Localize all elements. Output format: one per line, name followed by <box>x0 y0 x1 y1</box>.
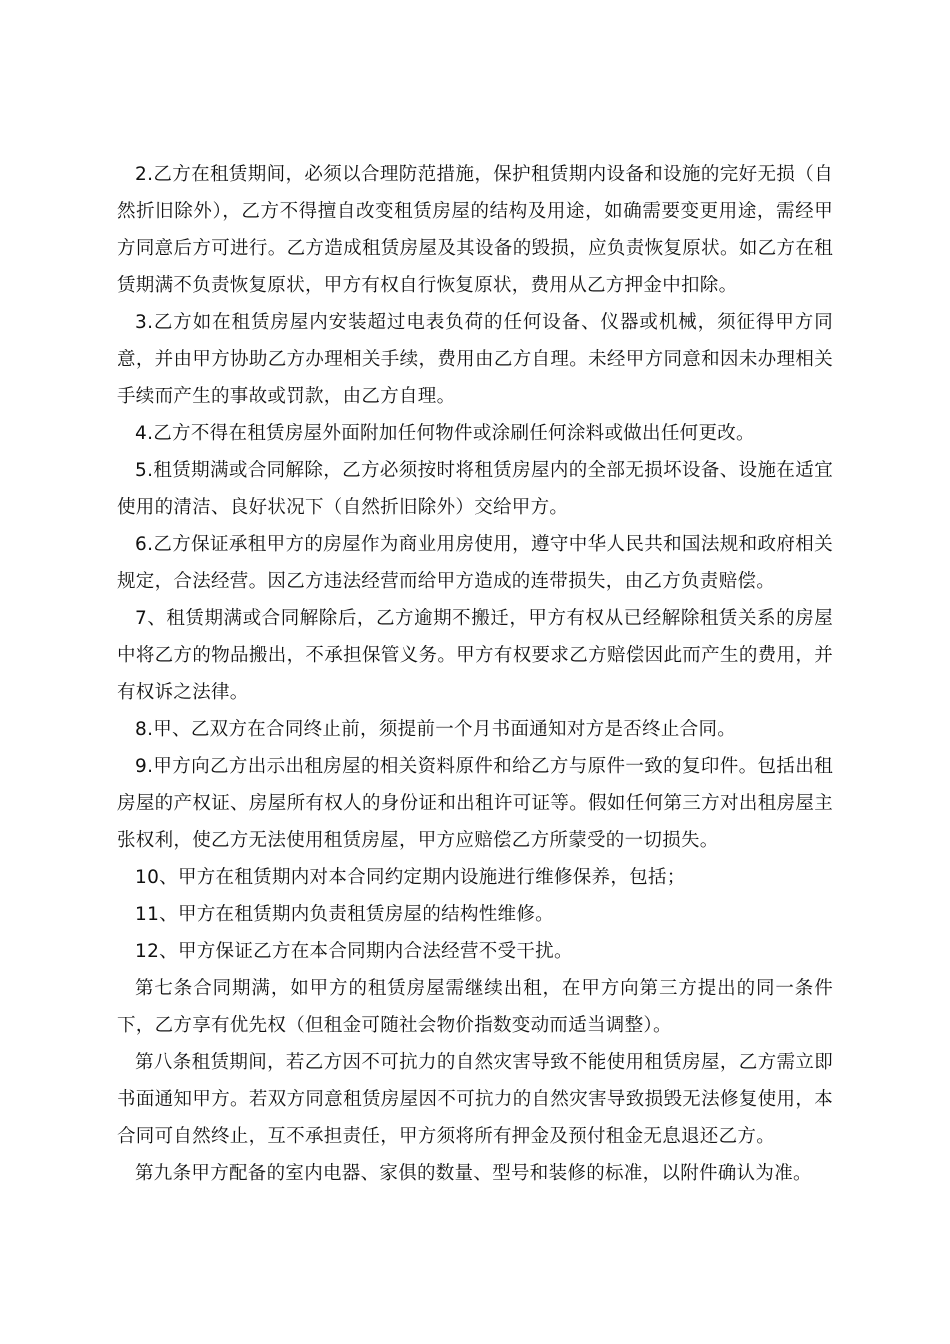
clause-3: 3.乙方如在租赁房屋内安装超过电表负荷的任何设备、仪器或机械，须征得甲方同意，并由甲方协助乙方办理相关手续，费用由乙方自理。未经甲方同意和因未办理相关手续而产生的事故或罚款，由乙方自理。 <box>117 312 833 407</box>
article-7: 第七条合同期满，如甲方的租赁房屋需继续出租，在甲方向第三方提出的同一条件下，乙方享有优先权（但租金可随社会物价指数变动而适当调整）。 <box>117 978 833 1036</box>
article-9: 第九条甲方配备的室内电器、家俱的数量、型号和装修的标准，以附件确认为准。 <box>135 1163 812 1184</box>
clause-8: 8.甲、乙双方在合同终止前，须提前一个月书面通知对方是否终止合同。 <box>135 719 737 740</box>
clause-7: 7、租赁期满或合同解除后，乙方逾期不搬迁，甲方有权从已经解除租赁关系的房屋中将乙方的物品搬出，不承担保管义务。甲方有权要求乙方赔偿因此而产生的费用，并有权诉之法律。 <box>117 608 833 703</box>
document-body <box>117 156 833 1192</box>
clause-12: 12、甲方保证乙方在本合同期内合法经营不受干扰。 <box>135 941 573 962</box>
clause-5: 5.租赁期满或合同解除，乙方必须按时将租赁房屋内的全部无损坏设备、设施在适宜使用的清洁、良好状况下（自然折旧除外）交给甲方。 <box>117 460 833 518</box>
clause-6: 6.乙方保证承租甲方的房屋作为商业用房使用，遵守中华人民共和国法规和政府相关规定，合法经营。因乙方违法经营而给甲方造成的连带损失，由乙方负责赔偿。 <box>117 534 833 592</box>
article-8: 第八条租赁期间，若乙方因不可抗力的自然灾害导致不能使用租赁房屋，乙方需立即书面通知甲方。若双方同意租赁房屋因不可抗力的自然灾害导致损毁无法修复使用，本合同可自然终止，互不承担责任，甲方须将所有押金及预付租金无息退还乙方。 <box>117 1052 833 1147</box>
clause-11: 11、甲方在租赁期内负责租赁房屋的结构性维修。 <box>135 904 554 925</box>
clause-9: 9.甲方向乙方出示出租房屋的相关资料原件和给乙方与原件一致的复印件。包括出租房屋的产权证、房屋所有权人的身份证和出租许可证等。假如任何第三方对出租房屋主张权利，使乙方无法使用租赁房屋，甲方应赔偿乙方所蒙受的一切损失。 <box>117 756 833 851</box>
clause-10: 10、甲方在租赁期内对本合同约定期内设施进行维修保养，包括； <box>135 867 686 888</box>
clause-2: 2.乙方在租赁期间，必须以合理防范措施，保护租赁期内设备和设施的完好无损（自然折旧除外），乙方不得擅自改变租赁房屋的结构及用途，如确需要变更用途，需经甲方同意后方可进行。乙方造成租赁房屋及其设备的毁损，应负责恢复原状。如乙方在租赁期满不负责恢复原状，甲方有权自行恢复原状，费用从乙方押金中扣除。 <box>117 164 833 296</box>
clause-4: 4.乙方不得在租赁房屋外面附加任何物件或涂刷任何涂料或做出任何更改。 <box>135 423 755 444</box>
